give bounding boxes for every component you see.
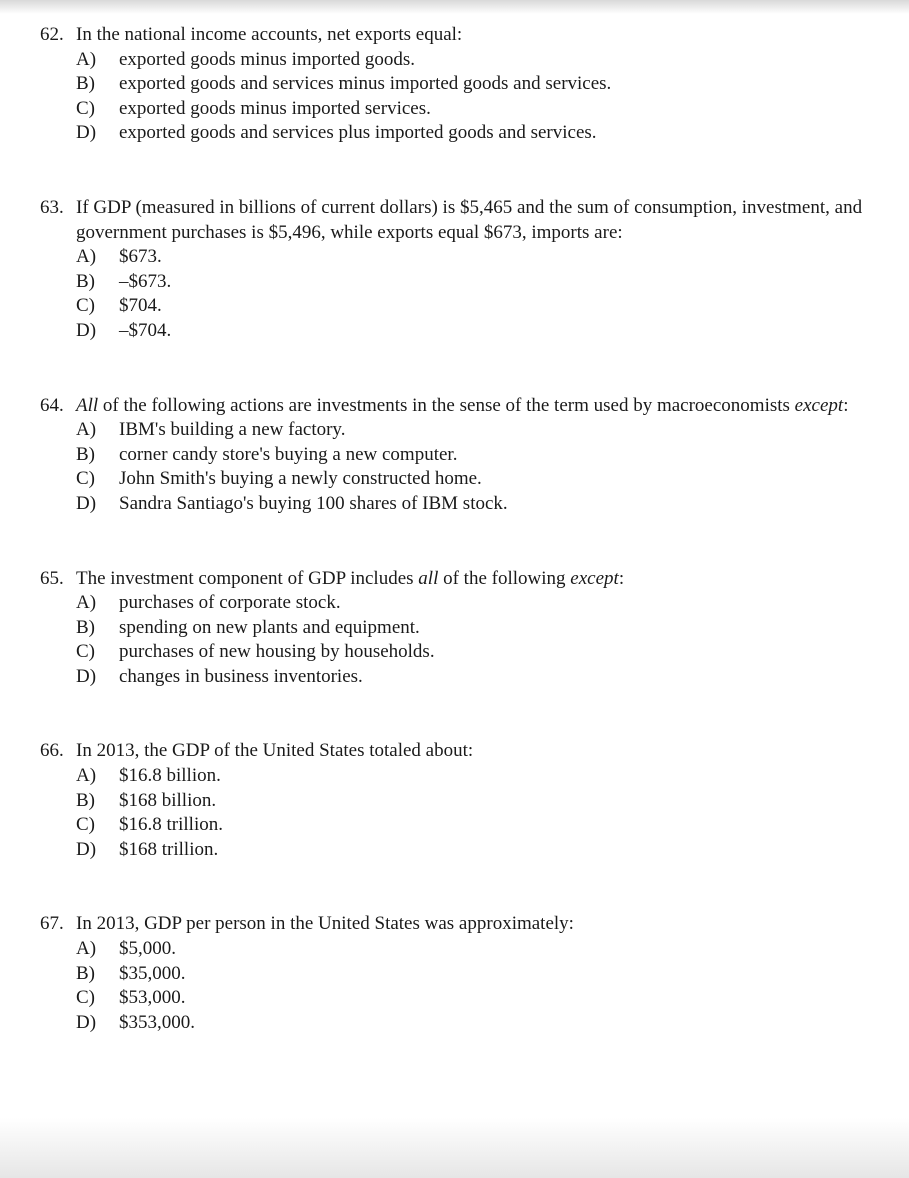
- bottom-edge-shadow: [0, 1118, 909, 1178]
- option-c: C) purchases of new housing by households.: [76, 641, 435, 663]
- question-62: [40, 23, 890, 146]
- option-b: B) corner candy store's buying a new computer.: [76, 443, 458, 465]
- question-65: [40, 567, 890, 690]
- answer-options: [76, 764, 890, 862]
- option-b: B) –$673.: [76, 270, 172, 292]
- question-67: [40, 912, 890, 1035]
- question-number: 67.: [40, 913, 64, 935]
- question-number: 62.: [40, 24, 64, 45]
- option-d: D) $168 trillion.: [76, 838, 219, 860]
- question-text: In 2013, the GDP of the United States totaled about:: [76, 740, 474, 762]
- option-b: B) exported goods and services minus imported goods and services.: [76, 73, 612, 95]
- question-63: [40, 196, 890, 344]
- answer-options: [76, 418, 890, 516]
- option-c: C) $53,000.: [76, 987, 186, 1009]
- option-a: A) $16.8 billion.: [76, 765, 221, 787]
- answer-options: [76, 937, 890, 1035]
- option-b: B) $168 billion.: [76, 789, 217, 811]
- option-b: B) $35,000.: [76, 962, 186, 984]
- option-d: D) $353,000.: [76, 1011, 195, 1033]
- question-text: All of the following actions are investments in the sense of the term used by macroeconomists except:: [76, 394, 849, 416]
- option-d: D) –$704.: [76, 319, 172, 341]
- question-text: In the national income accounts, net exports equal:: [76, 24, 463, 45]
- option-b: B) spending on new plants and equipment.: [76, 616, 420, 638]
- question-66: [40, 739, 890, 862]
- option-a: A) exported goods minus imported goods.: [76, 48, 416, 70]
- question-sheet: [40, 23, 890, 1085]
- answer-options: [76, 48, 890, 146]
- option-d: D) Sandra Santiago's buying 100 shares of IBM stock.: [76, 492, 508, 514]
- option-a: A) purchases of corporate stock.: [76, 592, 341, 614]
- question-text: The investment component of GDP includes all of the following except:: [76, 567, 625, 589]
- question-64: [40, 394, 890, 517]
- option-a: A) IBM's building a new factory.: [76, 419, 346, 441]
- option-d: D) changes in business inventories.: [76, 665, 363, 687]
- question-number: 64.: [40, 394, 64, 416]
- option-c: C) exported goods minus imported services.: [76, 97, 431, 119]
- question-number: 65.: [40, 567, 64, 589]
- option-a: A) $673.: [76, 246, 162, 268]
- answer-options: [76, 591, 890, 689]
- answer-options: [76, 245, 890, 343]
- question-text: In 2013, GDP per person in the United States was approximately:: [76, 913, 574, 935]
- question-number: 66.: [40, 740, 64, 762]
- top-edge-shadow: [0, 0, 909, 14]
- question-number: 63.: [40, 196, 64, 218]
- option-c: C) $704.: [76, 295, 162, 317]
- option-c: C) $16.8 trillion.: [76, 814, 223, 836]
- question-text: If GDP (measured in billions of current dollars) is $5,465 and the sum of consumption, investment, and government purchases is $5,496, while exports equal $673, imports are:: [76, 196, 863, 243]
- option-a: A) $5,000.: [76, 938, 176, 960]
- option-c: C) John Smith's buying a newly constructed home.: [76, 468, 482, 490]
- option-d: D) exported goods and services plus imported goods and services.: [76, 122, 597, 144]
